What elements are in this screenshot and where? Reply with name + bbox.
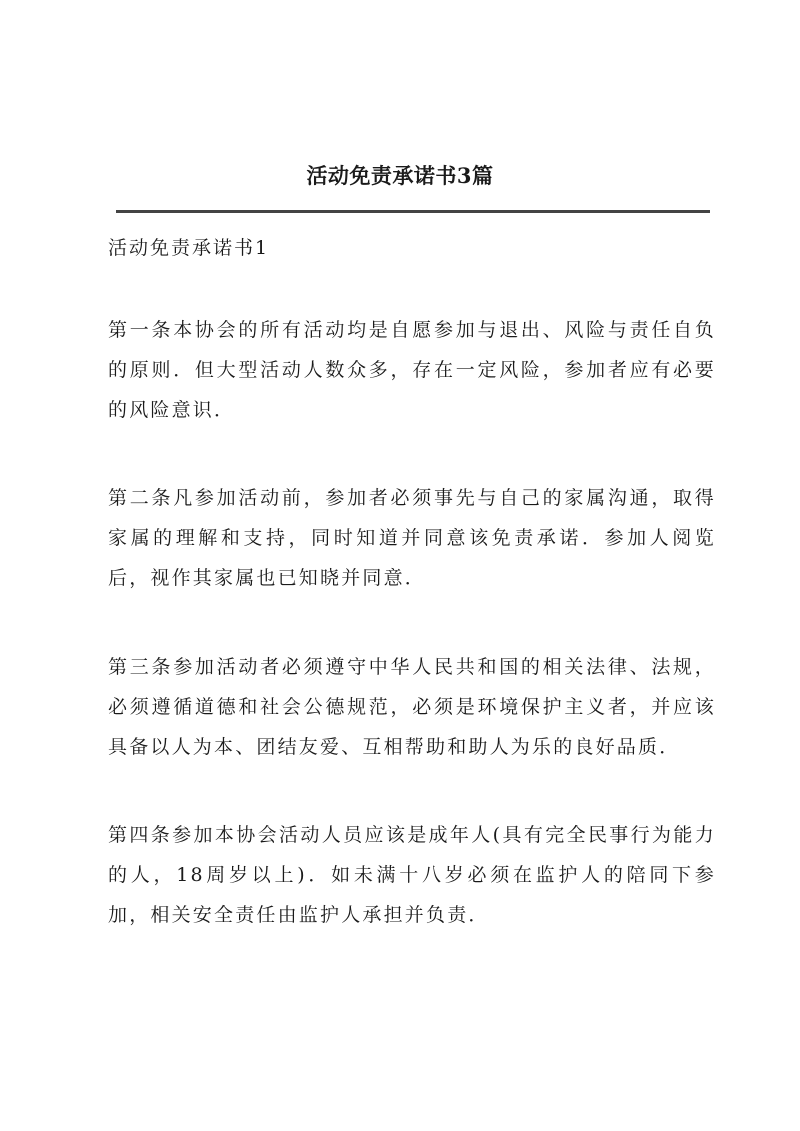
paragraph-article-2: 第二条凡参加活动前，参加者必须事先与自己的家属沟通，取得家属的理解和支持，同时知道并同意该免责承诺．参加人阅览后，视作其家属也已知晓并同意．	[108, 487, 716, 589]
section-heading: 活动免责承诺书1	[108, 237, 270, 259]
document-title: 活动免责承诺书3篇	[306, 163, 494, 188]
paragraph-article-3: 第三条参加活动者必须遵守中华人民共和国的相关法律、法规，必须遵循道德和社会公德规范，必须是环境保护主义者，并应该具备以人为本、团结友爱、互相帮助和助人为乐的良好品质．	[108, 656, 716, 758]
paragraph-article-4: 第四条参加本协会活动人员应该是成年人(具有完全民事行为能力的人，18周岁以上)．如未满十八岁必须在监护人的陪同下参加，相关安全责任由监护人承担并负责．	[108, 824, 716, 926]
paragraph-article-1: 第一条本协会的所有活动均是自愿参加与退出、风险与责任自负的原则．但大型活动人数众多，存在一定风险，参加者应有必要的风险意识．	[108, 319, 716, 421]
title-divider	[116, 210, 710, 213]
